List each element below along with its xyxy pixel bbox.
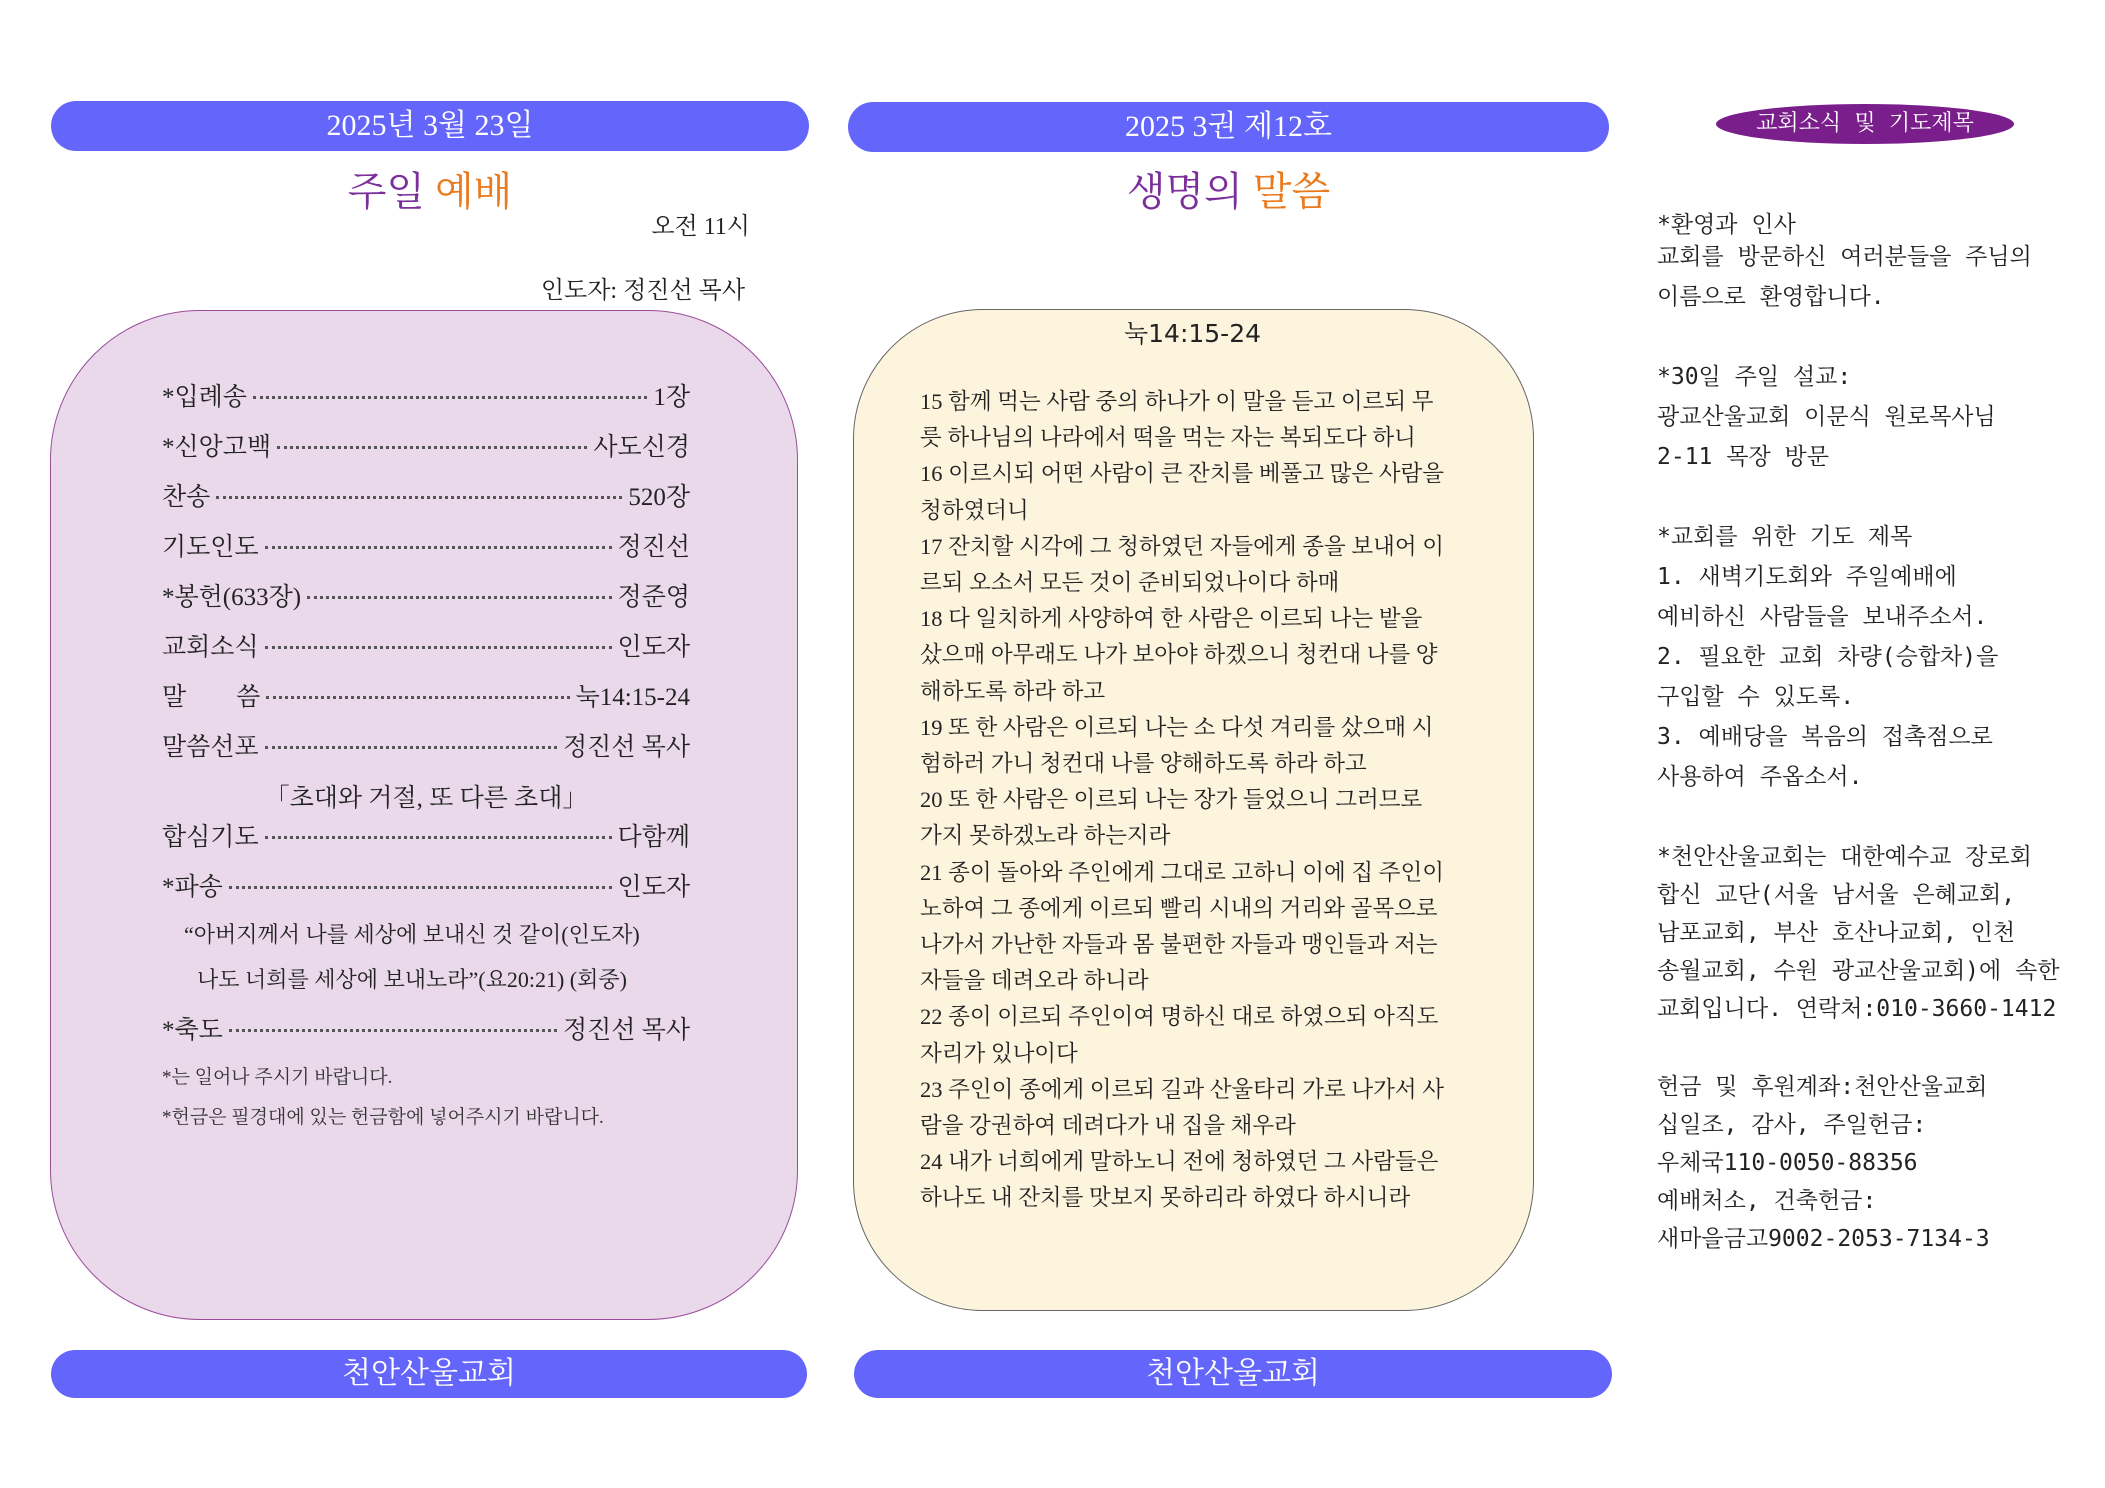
order-row xyxy=(162,1010,690,1050)
footer-middle-church-name: 천안산울교회 xyxy=(1146,1357,1320,1390)
news-line: *환영과 인사 xyxy=(1657,212,1796,238)
order-row xyxy=(162,627,690,667)
news-line: 송월교회, 수원 광교산울교회)에 속한 xyxy=(1657,958,2060,984)
issue-banner xyxy=(848,102,1609,152)
order-row xyxy=(162,477,690,517)
order-label: 합심기도 xyxy=(162,824,259,851)
order-row xyxy=(162,527,690,567)
news-line: *교회를 위한 기도 제목 xyxy=(1657,524,1913,550)
worship-time: 오전 11시 xyxy=(651,214,750,240)
worship-title-part2: 예배 xyxy=(435,169,513,214)
news-line: 교회입니다. 연락처:010-3660-1412 xyxy=(1657,996,2057,1022)
leader-dots xyxy=(265,836,612,839)
order-label: 말씀선포 xyxy=(162,734,259,761)
verse-line: 노하여 그 종에게 이르되 빨리 시내의 거리와 골목으로 xyxy=(920,895,1438,921)
news-line: 2-11 목장 방문 xyxy=(1657,444,1829,470)
date-banner xyxy=(51,101,809,151)
note-standing: *는 일어나 주시기 바랍니다. xyxy=(162,1067,393,1088)
news-line: 사용하여 주옵소서. xyxy=(1657,764,1863,790)
leader-dots xyxy=(266,696,569,699)
verse-line: 청하였더니 xyxy=(920,497,1029,523)
footer-left-church-name: 천안산울교회 xyxy=(342,1357,516,1390)
order-value: 정진선 목사 xyxy=(562,1017,690,1044)
news-line: 우체국110-0050-88356 xyxy=(1657,1150,1918,1176)
leader-dots xyxy=(216,496,622,499)
order-row xyxy=(162,867,690,907)
verse-line: 24 내가 너희에게 말하노니 전에 청하였던 그 사람들은 xyxy=(920,1149,1439,1175)
news-line: 헌금 및 후원계좌:천안산울교회 xyxy=(1657,1074,1988,1100)
news-line: 합신 교단(서울 남서울 은혜교회, xyxy=(1657,882,2016,908)
order-row xyxy=(162,427,690,467)
leader-dots xyxy=(265,746,557,749)
word-title-part2: 말씀 xyxy=(1252,169,1331,214)
sending-text-line2: 나도 너희를 세상에 보내노라”(요20:21) (회중) xyxy=(197,967,627,992)
verse-line: 15 함께 먹는 사람 중의 하나가 이 말을 듣고 이르되 무 xyxy=(920,389,1434,414)
verse-line: 릇 하나님의 나라에서 떡을 먹는 자는 복되도다 하니 xyxy=(920,425,1416,451)
order-value: 사도신경 xyxy=(593,434,690,461)
order-label: 말 씀 xyxy=(162,684,261,711)
verse-line: 23 주인이 종에게 이르되 길과 산울타리 가로 나가서 사 xyxy=(920,1076,1444,1102)
worship-leader: 인도자: 정진선 목사 xyxy=(540,278,745,304)
leader-dots xyxy=(307,596,611,599)
order-value: 정준영 xyxy=(617,584,690,611)
verse-line: 르되 오소서 모든 것이 준비되었나이다 하매 xyxy=(920,570,1340,596)
news-line: 예배처소, 건축헌금: xyxy=(1657,1188,1877,1214)
note-offering: *헌금은 필경대에 있는 헌금함에 넣어주시기 바랍니다. xyxy=(162,1107,604,1128)
order-row xyxy=(162,377,690,417)
order-label: 찬송 xyxy=(162,484,211,511)
order-value: 인도자 xyxy=(617,874,690,901)
verse-line: 람을 강권하여 데려다가 내 집을 채우라 xyxy=(920,1113,1296,1139)
news-line: 광교산울교회 이문식 원로목사님 xyxy=(1657,404,1996,430)
news-line: 2. 필요한 교회 차량(승합차)을 xyxy=(1657,644,1999,670)
order-label: *축도 xyxy=(162,1017,223,1044)
order-row xyxy=(162,577,690,617)
verse-line: 험하러 가니 청컨대 나를 양해하도록 하라 하고 xyxy=(920,751,1367,777)
word-title-part1: 생명의 xyxy=(1126,169,1243,214)
verse-line: 자들을 데려오라 하니라 xyxy=(920,968,1149,994)
order-label: *신앙고백 xyxy=(162,434,272,461)
verse-line: 16 이르시되 어떤 사람이 큰 잔치를 베풀고 많은 사람을 xyxy=(920,461,1444,487)
leader-dots xyxy=(229,1029,557,1032)
news-line: *천안산울교회는 대한예수교 장로회 xyxy=(1657,844,2032,870)
order-value: 인도자 xyxy=(617,634,690,661)
church-news-badge-text: 교회소식 및 기도제목 xyxy=(1756,111,1974,136)
scripture-reference: 눅14:15-24 xyxy=(1123,319,1262,348)
order-label: 기도인도 xyxy=(162,534,259,561)
leader-dots xyxy=(229,886,612,889)
verse-line: 자리가 있나이다 xyxy=(920,1040,1078,1066)
order-value: 1장 xyxy=(653,384,690,411)
sermon-title: 「초대와 거절, 또 다른 초대」 xyxy=(264,785,588,812)
issue-text: 2025 3권 제12호 xyxy=(1125,110,1332,143)
date-text: 2025년 3월 23일 xyxy=(326,109,534,142)
leader-dots xyxy=(253,396,647,399)
word-of-life-title xyxy=(848,160,1609,217)
news-line: 구입할 수 있도록. xyxy=(1657,684,1855,710)
order-row xyxy=(162,817,690,857)
order-value: 눅14:15-24 xyxy=(575,684,690,711)
verse-line: 22 종이 이르되 주인이여 명하신 대로 하였으되 아직도 xyxy=(920,1004,1439,1030)
order-label: *입례송 xyxy=(162,384,247,411)
order-label: *파송 xyxy=(162,874,223,901)
order-row xyxy=(162,677,690,717)
verse-line: 21 종이 돌아와 주인에게 그대로 고하니 이에 집 주인이 xyxy=(920,859,1444,885)
news-line: 1. 새벽기도회와 주일예배에 xyxy=(1657,564,1957,590)
news-line: *30일 주일 설교: xyxy=(1657,364,1852,390)
verse-line: 17 잔치할 시각에 그 청하였던 자들에게 종을 보내어 이 xyxy=(920,533,1444,559)
order-value: 다함께 xyxy=(617,824,690,851)
news-line: 남포교회, 부산 호산나교회, 인천 xyxy=(1657,920,2016,946)
worship-title-part1: 주일 xyxy=(347,169,425,214)
footer-middle-banner xyxy=(854,1350,1612,1398)
verse-line: 해하도록 하라 하고 xyxy=(920,678,1106,704)
leader-dots xyxy=(265,546,612,549)
leader-dots xyxy=(277,446,587,449)
leader-dots xyxy=(265,646,612,649)
order-value: 520장 xyxy=(628,484,690,511)
order-value: 정진선 목사 xyxy=(562,734,690,761)
church-news-badge xyxy=(1716,104,2014,144)
scripture-text xyxy=(920,384,1473,1217)
order-value: 정진선 xyxy=(617,534,690,561)
news-line: 새마을금고9002-2053-7134-3 xyxy=(1657,1226,1990,1252)
order-row xyxy=(162,727,690,767)
sending-text-line1: “아버지께서 나를 세상에 보내신 것 같이(인도자) xyxy=(184,922,640,947)
order-label: *봉헌(633장) xyxy=(162,584,302,611)
verse-line: 하나도 내 잔치를 맛보지 못하리라 하였다 하시니라 xyxy=(920,1185,1411,1211)
verse-line: 가지 못하겠노라 하는지라 xyxy=(920,823,1171,849)
news-line: 예비하신 사람들을 보내주소서. xyxy=(1657,604,1988,630)
news-line: 3. 예배당을 복음의 접촉점으로 xyxy=(1657,724,1993,750)
footer-left-banner xyxy=(51,1350,807,1398)
news-line: 교회를 방문하신 여러분들을 주님의 xyxy=(1657,244,2032,270)
verse-line: 20 또 한 사람은 이르되 나는 장가 들었으니 그러므로 xyxy=(920,787,1423,813)
news-line: 십일조, 감사, 주일헌금: xyxy=(1657,1112,1927,1138)
verse-line: 나가서 가난한 자들과 몸 불편한 자들과 맹인들과 저는 xyxy=(920,932,1438,958)
verse-line: 샀으매 아무래도 나가 보아야 하겠으니 청컨대 나를 양 xyxy=(920,642,1438,668)
news-line: 이름으로 환영합니다. xyxy=(1657,284,1885,310)
verse-line: 18 다 일치하게 사양하여 한 사람은 이르되 나는 밭을 xyxy=(920,606,1423,632)
order-label: 교회소식 xyxy=(162,634,259,661)
verse-line: 19 또 한 사람은 이르되 나는 소 다섯 겨리를 샀으매 시 xyxy=(920,714,1434,740)
